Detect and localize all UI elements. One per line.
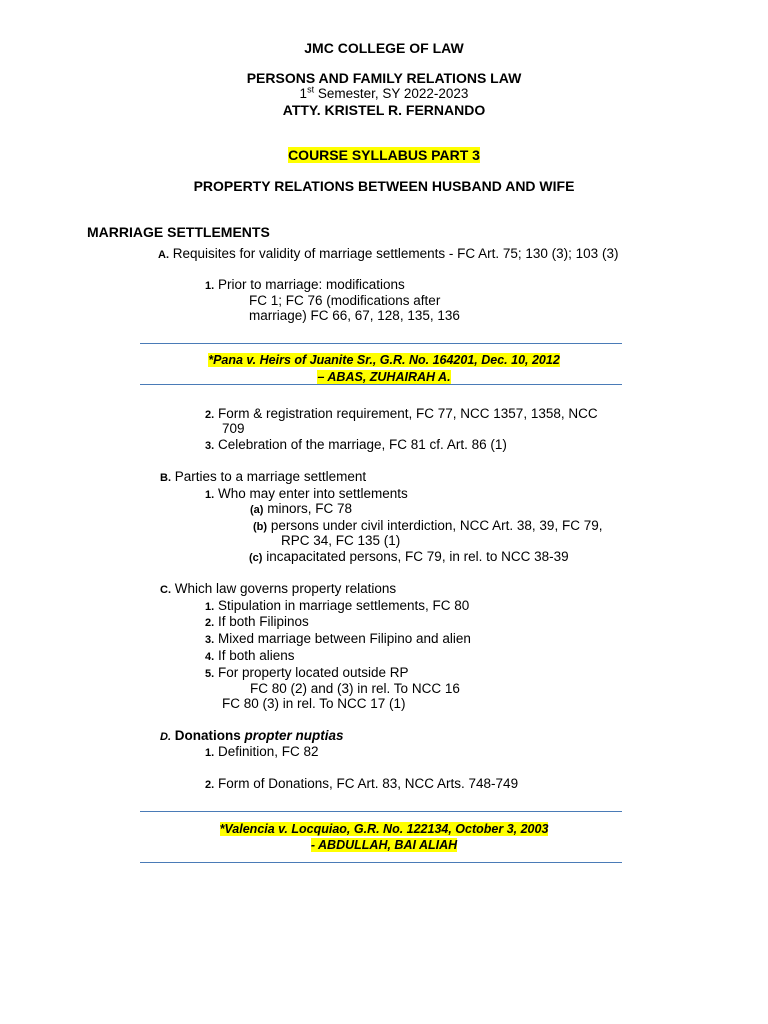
item-d2-num: 2. (205, 779, 215, 791)
item-a2 (205, 406, 598, 421)
item-b1b (253, 518, 602, 533)
item-a3-text: Celebration of the marriage, FC 81 cf. Art. 86 (1) (217, 437, 507, 452)
item-a (158, 246, 618, 261)
section-title: MARRIAGE SETTLEMENTS (87, 224, 270, 240)
item-b1b-line2: RPC 34, FC 135 (1) (281, 533, 401, 548)
item-a1 (205, 277, 405, 292)
divider (140, 384, 622, 385)
school-name: JMC COLLEGE OF LAW (304, 40, 464, 56)
list-item (205, 614, 309, 629)
item-d-label: D. (160, 731, 171, 743)
semester-superscript: st (307, 84, 315, 95)
semester-text: Semester, SY 2022-2023 (314, 86, 469, 101)
item-b (160, 469, 366, 484)
item-d1-num: 1. (205, 747, 215, 759)
item-c5-sub2: FC 80 (3) in rel. To NCC 17 (1) (222, 696, 406, 711)
list-item-text: Stipulation in marriage settlements, FC 80 (217, 598, 470, 613)
case-reference (0, 822, 768, 836)
item-a1-line2: FC 1; FC 76 (modifications after (249, 293, 441, 308)
case-2-line2: - ABDULLAH, BAI ALIAH (310, 838, 458, 852)
item-a1-text: Prior to marriage: modifications (217, 277, 405, 292)
list-item (205, 598, 469, 613)
divider (140, 811, 622, 812)
item-c-label: C. (160, 584, 171, 596)
list-item-text: For property located outside RP (217, 665, 409, 680)
item-d1 (205, 744, 319, 759)
divider (140, 862, 622, 863)
case-2-line1: *Valencia v. Locquiao, G.R. No. 122134, October 3, 2003 (219, 822, 549, 836)
item-a2-num: 2. (205, 409, 215, 421)
item-d (160, 728, 344, 743)
item-d-text: Donations (174, 728, 245, 743)
item-d2 (205, 776, 518, 791)
list-item (205, 648, 295, 663)
item-a1-num: 1. (205, 280, 215, 292)
list-item-num: 5. (205, 668, 215, 680)
item-b1c (249, 549, 569, 564)
list-item-num: 4. (205, 651, 215, 663)
item-b1a-num: (a) (250, 504, 264, 516)
item-d2-text: Form of Donations, FC Art. 83, NCC Arts. 748-749 (217, 776, 519, 791)
case-reference (0, 353, 768, 367)
case-1-line2: – ABAS, ZUHAIRAH A. (317, 370, 451, 384)
item-a-text: Requisites for validity of marriage settlements - FC Art. 75; 130 (3); 103 (3) (172, 246, 619, 261)
item-a3-num: 3. (205, 440, 215, 452)
item-b1c-text: incapacitated persons, FC 79, in rel. to NCC 38-39 (266, 549, 569, 564)
item-b1-num: 1. (205, 489, 215, 501)
list-item-num: 1. (205, 601, 215, 613)
list-item-num: 2. (205, 617, 215, 629)
item-c5-sub1: FC 80 (2) and (3) in rel. To NCC 16 (250, 681, 460, 696)
instructor-name: ATTY. KRISTEL R. FERNANDO (282, 102, 486, 118)
case-1-line1: *Pana v. Heirs of Juanite Sr., G.R. No. 164201, Dec. 10, 2012 (208, 353, 560, 367)
item-b1 (205, 486, 408, 501)
case-reference (0, 838, 768, 852)
item-c (160, 581, 396, 596)
item-a2-text: Form & registration requirement, FC 77, NCC 1357, 1358, NCC (217, 406, 598, 421)
item-a1-line3: marriage) FC 66, 67, 128, 135, 136 (249, 308, 460, 323)
list-item (205, 665, 409, 680)
item-b-text: Parties to a marriage settlement (174, 469, 367, 484)
syllabus-part (0, 147, 768, 163)
item-d-text-italic: propter nuptias (244, 728, 344, 743)
topic-title: PROPERTY RELATIONS BETWEEN HUSBAND AND WIFE (193, 178, 575, 194)
list-item-text: If both Filipinos (217, 614, 309, 629)
list-item (205, 631, 471, 646)
item-a-label: A. (158, 249, 169, 261)
list-item-text: If both aliens (217, 648, 295, 663)
item-d1-text: Definition, FC 82 (217, 744, 319, 759)
semester-number: 1 (299, 86, 308, 101)
syllabus-part-highlight: COURSE SYLLABUS PART 3 (288, 147, 480, 163)
divider (140, 343, 622, 344)
item-c-text: Which law governs property relations (174, 581, 397, 596)
item-b1c-num: (c) (249, 552, 263, 564)
item-b1-text: Who may enter into settlements (217, 486, 408, 501)
item-b-label: B. (160, 472, 171, 484)
item-b1b-text: persons under civil interdiction, NCC Art. 38, 39, FC 79, (270, 518, 603, 533)
item-a2-line2: 709 (222, 421, 245, 436)
item-b1a (250, 501, 352, 516)
list-item-text: Mixed marriage between Filipino and alien (217, 631, 471, 646)
semester-line (0, 86, 768, 101)
item-a3 (205, 437, 507, 452)
item-b1b-num: (b) (253, 521, 268, 533)
list-item-num: 3. (205, 634, 215, 646)
item-b1a-text: minors, FC 78 (267, 501, 352, 516)
case-reference (0, 370, 768, 384)
course-title: PERSONS AND FAMILY RELATIONS LAW (246, 70, 522, 86)
